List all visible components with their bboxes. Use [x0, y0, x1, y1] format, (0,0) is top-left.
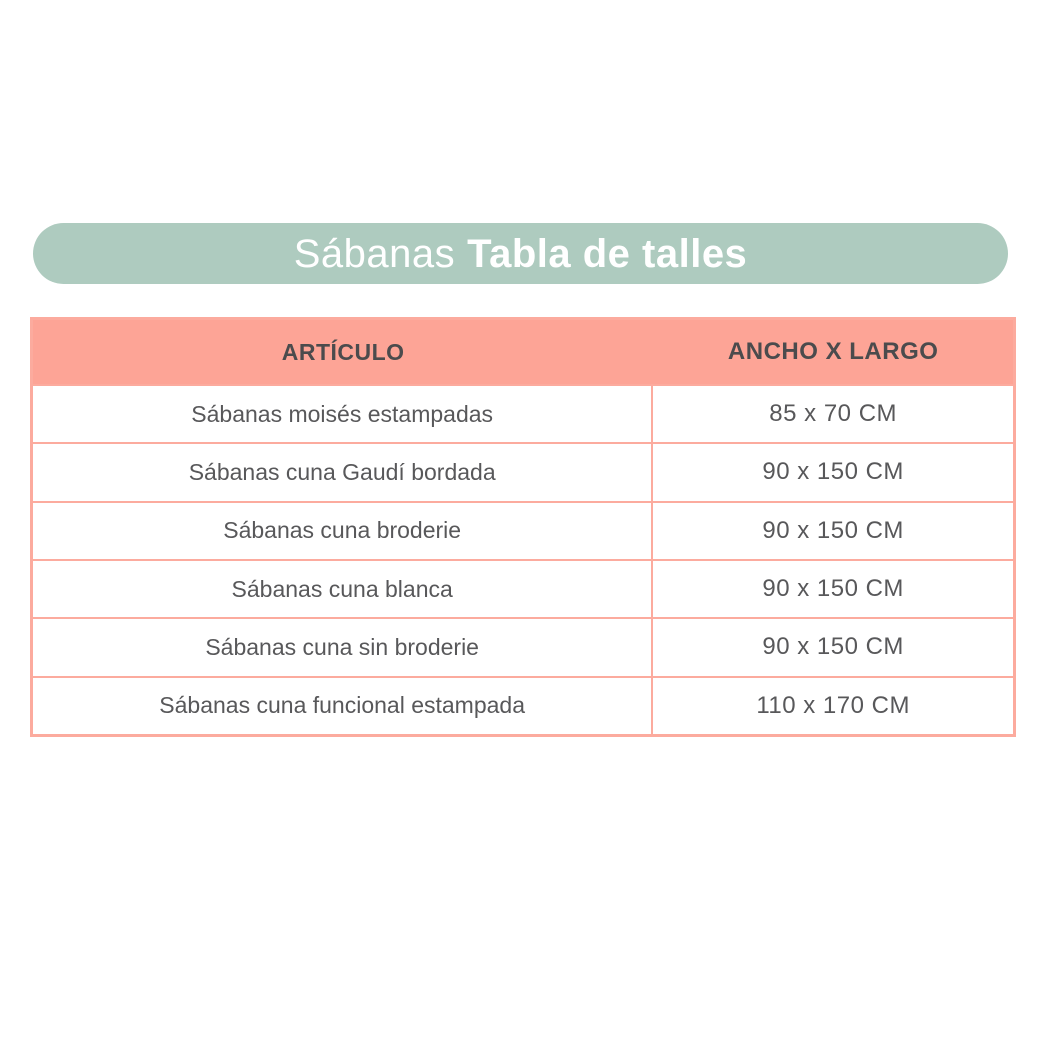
- article-cell: Sábanas moisés estampadas: [33, 386, 653, 442]
- size-cell: 90 x 150 CM: [762, 633, 904, 661]
- table-row: [33, 617, 1013, 675]
- table-header-row: [33, 320, 1013, 384]
- table-row: [33, 384, 1013, 442]
- header-article: ARTÍCULO: [281, 338, 405, 365]
- table-row: [33, 501, 1013, 559]
- size-cell: 85 x 70 CM: [769, 400, 898, 428]
- table-row: [33, 559, 1013, 617]
- article-cell: Sábanas cuna blanca: [33, 561, 653, 617]
- size-cell: 90 x 150 CM: [762, 516, 904, 544]
- table-row: [33, 676, 1013, 734]
- size-cell: 90 x 150 CM: [762, 575, 904, 603]
- article-cell: Sábanas cuna funcional estampada: [33, 678, 653, 734]
- article-cell: Sábanas cuna broderie: [33, 503, 653, 559]
- article-cell: Sábanas cuna sin broderie: [33, 619, 653, 675]
- size-cell: 90 x 150 CM: [762, 458, 904, 486]
- table-row: [33, 442, 1013, 500]
- title-banner: [33, 223, 1008, 284]
- banner-title-regular: Sábanas: [293, 231, 456, 276]
- size-cell: 110 x 170 CM: [756, 691, 910, 719]
- header-size: ANCHO X LARGO: [727, 338, 939, 365]
- size-table: [30, 317, 1016, 737]
- banner-title-bold: Tabla de talles: [467, 231, 748, 276]
- article-cell: Sábanas cuna Gaudí bordada: [33, 444, 653, 500]
